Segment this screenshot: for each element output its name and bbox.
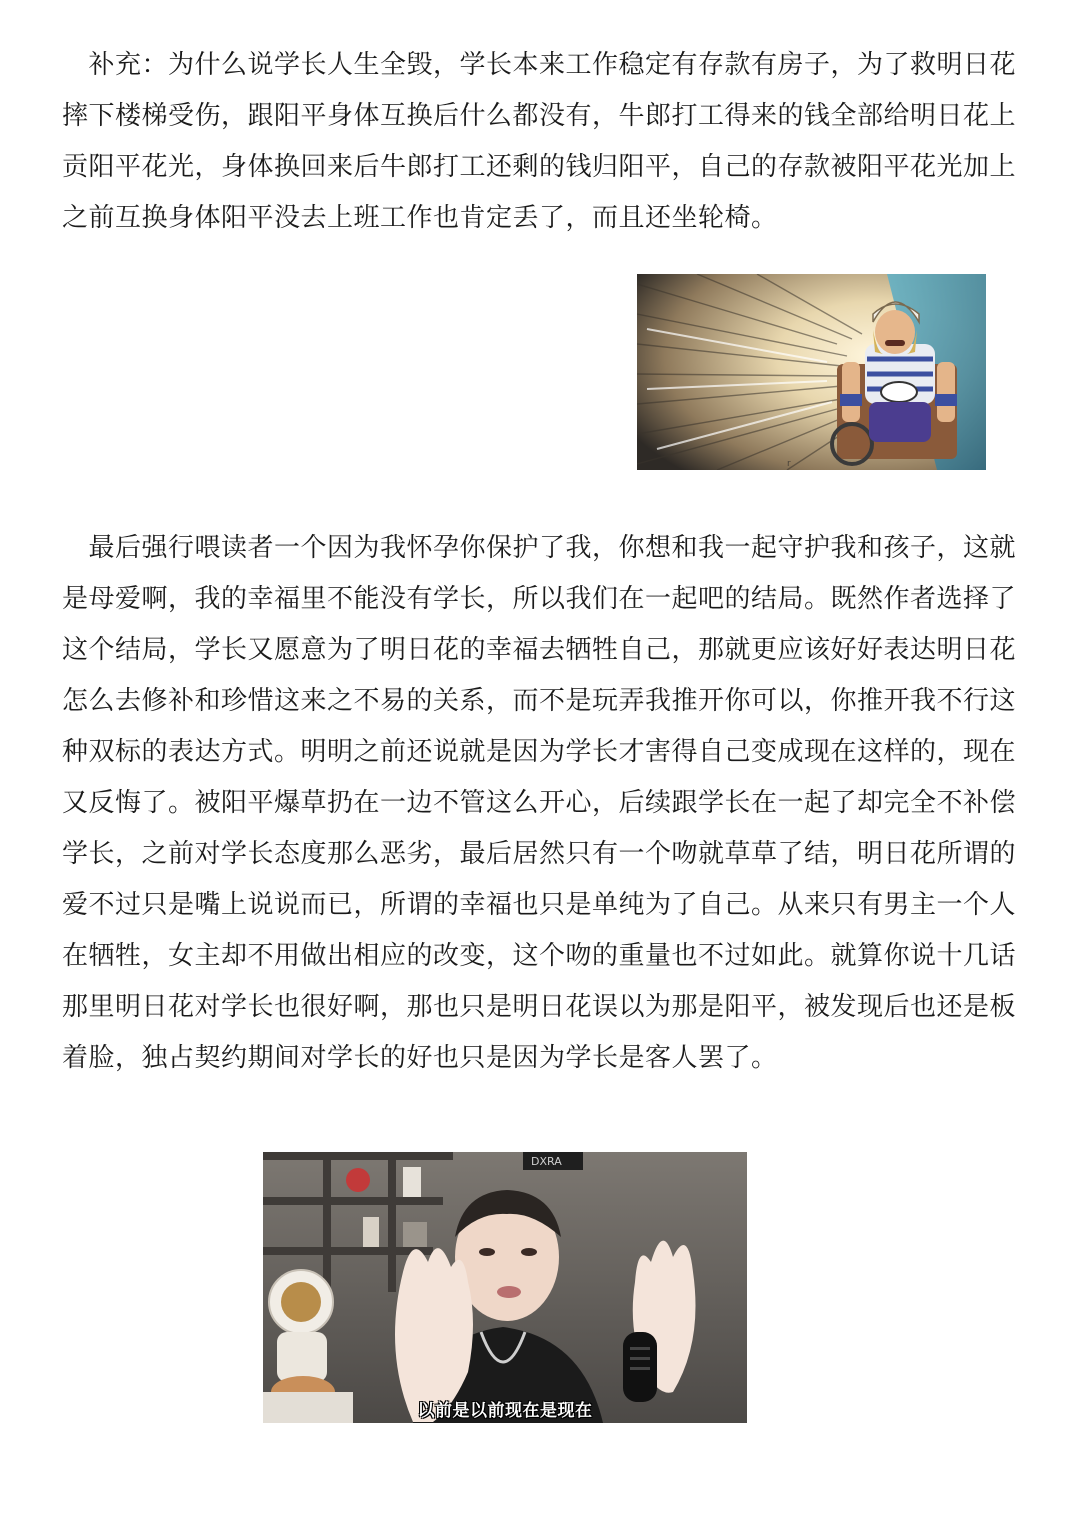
svg-text:r: r xyxy=(787,459,791,469)
video-subtitle-caption: 以前是以前现在是现在 xyxy=(417,1401,593,1421)
paragraph-ending-critique: 最后强行喂读者一个因为我怀孕你保护了我，你想和我一起守护我和孩子，这就是母爱啊，我的幸福里不能没有学长，所以我们在一起吧的结局。既然作者选择了这个结局，学长又愿意为了明日花的幸福去牺牲自己，那就更应该好好表达明日花怎么去修补和珍惜这来之不易的关系，而不是玩弄我推开你可以，你推开我不行这种双标的表达方式。明明之前还说就是因为学长才害得自己变成现在这样的，现在又反悔了。被阳平爆草扔在一边不管这么开心，后续跟学长在一起了却完全不补偿学长，之前对学长态度那么恶劣，最后居然只有一个吻就草草了结，明日花所谓的爱不过只是嘴上说说而已，所谓的幸福也只是单纯为了自己。从来只有男主一个人在牺牲，女主却不用做出相应的改变，这个吻的重量也不过如此。就算你说十几话那里明日花对学长也很好啊，那也只是明日花误以为那是阳平，被发现后也还是板着脸，独占契约期间对学长的好也只是因为学长是客人罢了。 xyxy=(62,533,1017,1073)
paragraph-supplement: 补充：为什么说学长人生全毁，学长本来工作稳定有存款有房子，为了救明日花摔下楼梯受伤，跟阳平身体互换后什么都没有，牛郎打工得来的钱全部给明日花上贡阳平花光，身体换回来后牛郎打工还剩的钱归阳平，自己的存款被阳平花光加上之前互换身体阳平没去上班工作也肯定丢了，而且还坐轮椅。 xyxy=(62,50,1017,233)
anime-wheelchair-image xyxy=(637,274,986,470)
streamer-video-frame xyxy=(263,1152,747,1423)
svg-text:DXRA: DXRA xyxy=(531,1155,562,1168)
